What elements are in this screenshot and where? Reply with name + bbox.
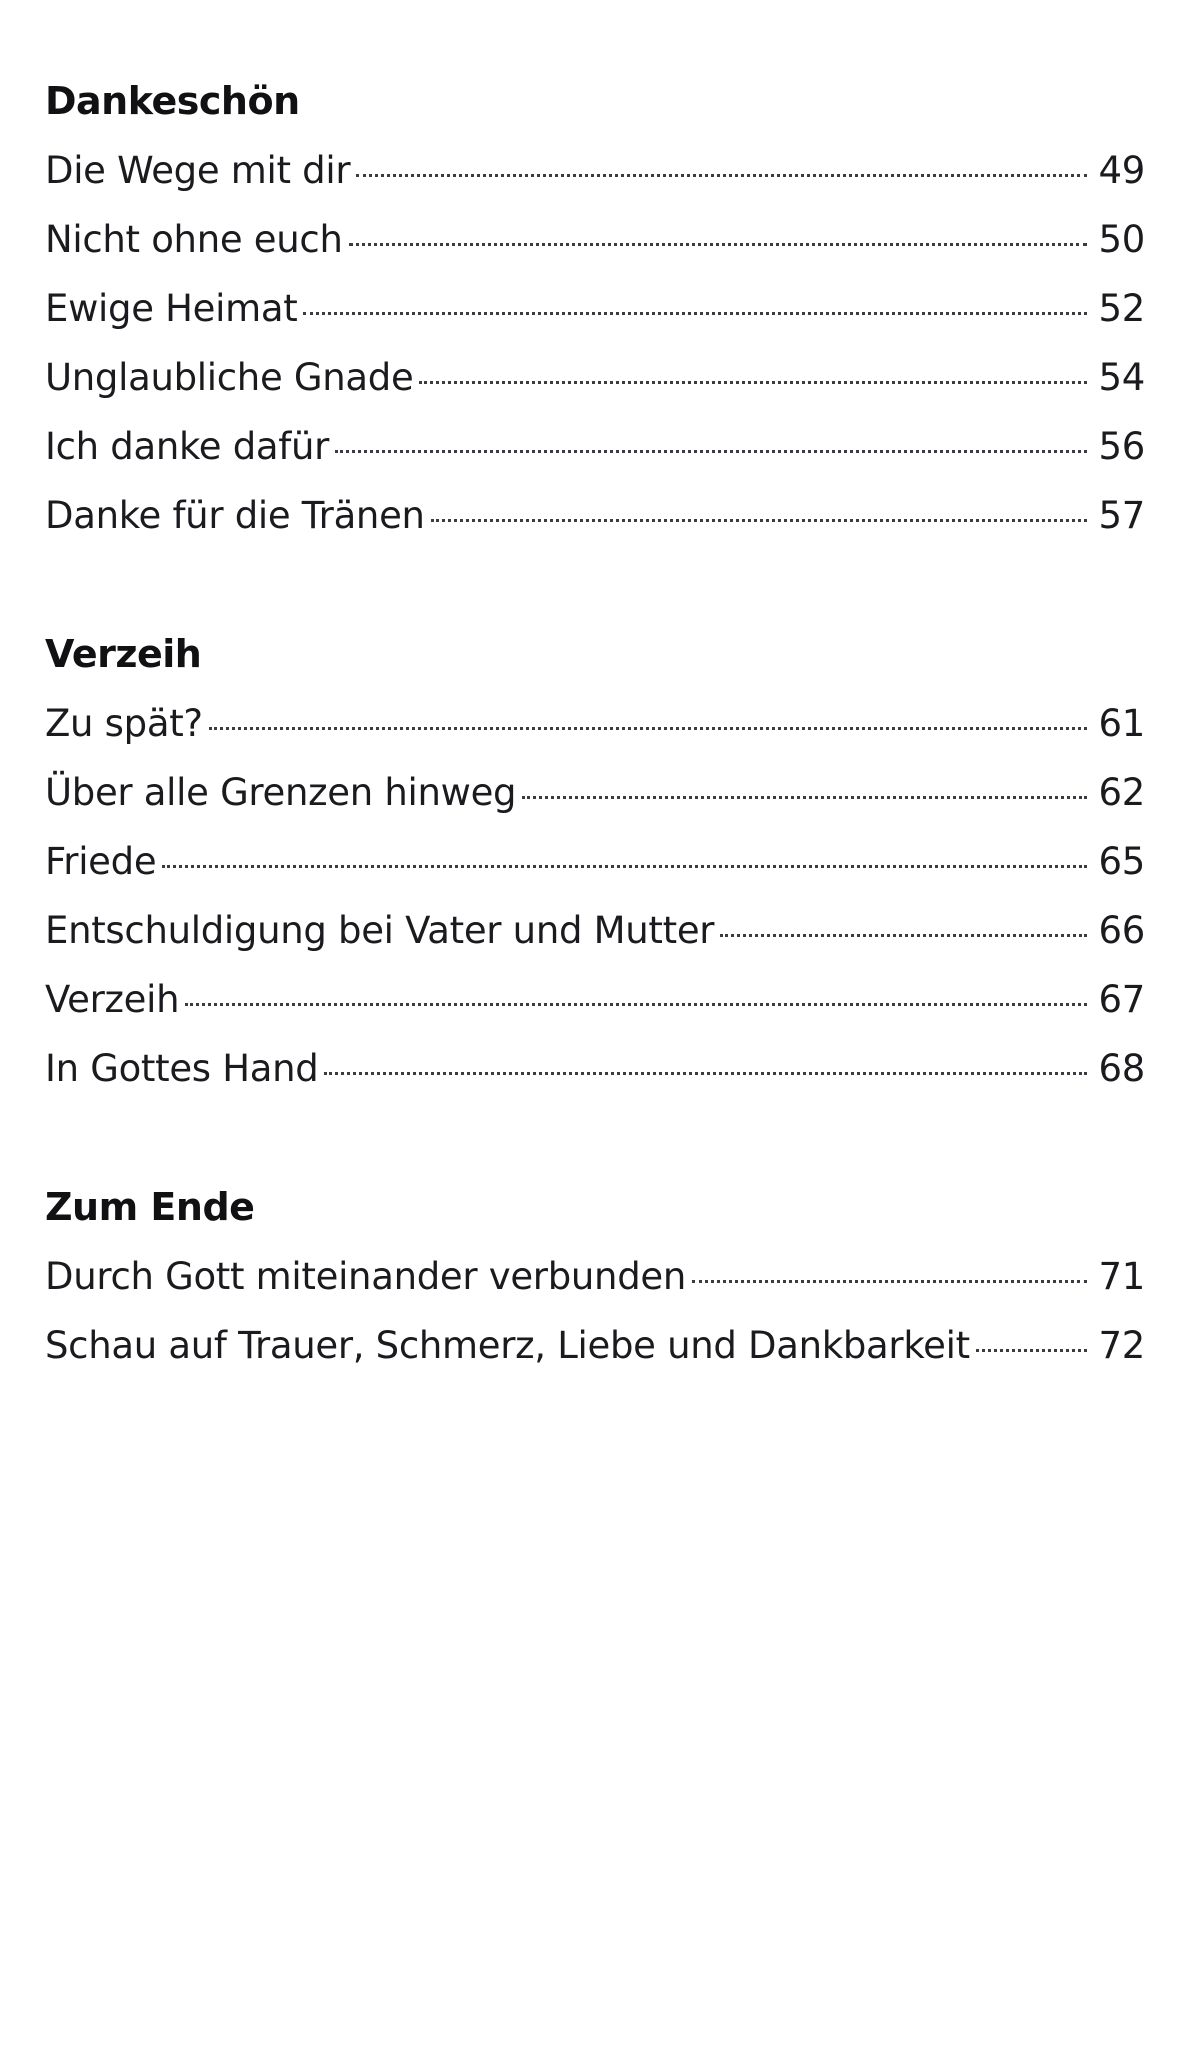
- toc-entry[interactable]: [45, 1311, 1145, 1380]
- toc-section-verzeih: [45, 619, 1145, 1103]
- toc-section-dankeschoen: [45, 66, 1145, 550]
- entry-title: Schau auf Trauer, Schmerz, Liebe und Dankbarkeit: [45, 1324, 970, 1367]
- dot-leader: [431, 519, 1087, 522]
- toc-entry[interactable]: [45, 136, 1145, 205]
- entry-page-number: 62: [1098, 771, 1145, 814]
- table-of-contents: [45, 66, 1145, 1380]
- dot-leader: [692, 1280, 1087, 1283]
- dot-leader: [162, 865, 1087, 868]
- section-title: Verzeih: [45, 632, 202, 676]
- toc-entry[interactable]: [45, 1034, 1145, 1103]
- entry-page-number: 65: [1098, 840, 1145, 883]
- toc-entry[interactable]: [45, 758, 1145, 827]
- section-title: Zum Ende: [45, 1185, 255, 1229]
- entry-title: Danke für die Tränen: [45, 494, 425, 537]
- entry-title: Zu spät?: [45, 702, 203, 745]
- toc-entry[interactable]: [45, 827, 1145, 896]
- entry-title: Verzeih: [45, 978, 180, 1021]
- toc-entry[interactable]: [45, 896, 1145, 965]
- entry-page-number: 56: [1098, 425, 1145, 468]
- dot-leader: [720, 934, 1087, 937]
- dot-leader: [522, 796, 1087, 799]
- toc-entry[interactable]: [45, 481, 1145, 550]
- entry-title: Durch Gott miteinander verbunden: [45, 1255, 687, 1298]
- entry-title: Nicht ohne euch: [45, 218, 343, 261]
- entry-page-number: 68: [1098, 1047, 1145, 1090]
- toc-entry[interactable]: [45, 205, 1145, 274]
- entry-page-number: 52: [1098, 287, 1145, 330]
- entry-page-number: 50: [1098, 218, 1145, 261]
- entry-title: Die Wege mit dir: [45, 149, 351, 192]
- entry-page-number: 66: [1098, 909, 1145, 952]
- dot-leader: [335, 450, 1087, 453]
- dot-leader: [356, 174, 1087, 177]
- entry-title: Ich danke dafür: [45, 425, 330, 468]
- toc-entry[interactable]: [45, 965, 1145, 1034]
- entry-page-number: 49: [1098, 149, 1145, 192]
- entry-page-number: 54: [1098, 356, 1145, 399]
- entry-page-number: 67: [1098, 978, 1145, 1021]
- dot-leader: [324, 1072, 1087, 1075]
- entry-page-number: 71: [1098, 1255, 1145, 1298]
- entry-title: Über alle Grenzen hinweg: [45, 771, 517, 814]
- dot-leader: [303, 312, 1087, 315]
- entry-title: Unglaubliche Gnade: [45, 356, 414, 399]
- section-title: Dankeschön: [45, 79, 300, 123]
- toc-entry[interactable]: [45, 343, 1145, 412]
- entry-title: Entschuldigung bei Vater und Mutter: [45, 909, 715, 952]
- dot-leader: [209, 727, 1087, 730]
- toc-entry[interactable]: [45, 274, 1145, 343]
- entry-title: Friede: [45, 840, 157, 883]
- entry-title: In Gottes Hand: [45, 1047, 319, 1090]
- dot-leader: [349, 243, 1087, 246]
- entry-page-number: 61: [1098, 702, 1145, 745]
- entry-title: Ewige Heimat: [45, 287, 298, 330]
- toc-entry[interactable]: [45, 689, 1145, 758]
- dot-leader: [976, 1349, 1087, 1352]
- toc-section-zum-ende: [45, 1172, 1145, 1380]
- toc-entry[interactable]: [45, 412, 1145, 481]
- dot-leader: [185, 1003, 1087, 1006]
- toc-entry[interactable]: [45, 1242, 1145, 1311]
- entry-page-number: 72: [1098, 1324, 1145, 1367]
- entry-page-number: 57: [1098, 494, 1145, 537]
- dot-leader: [419, 381, 1087, 384]
